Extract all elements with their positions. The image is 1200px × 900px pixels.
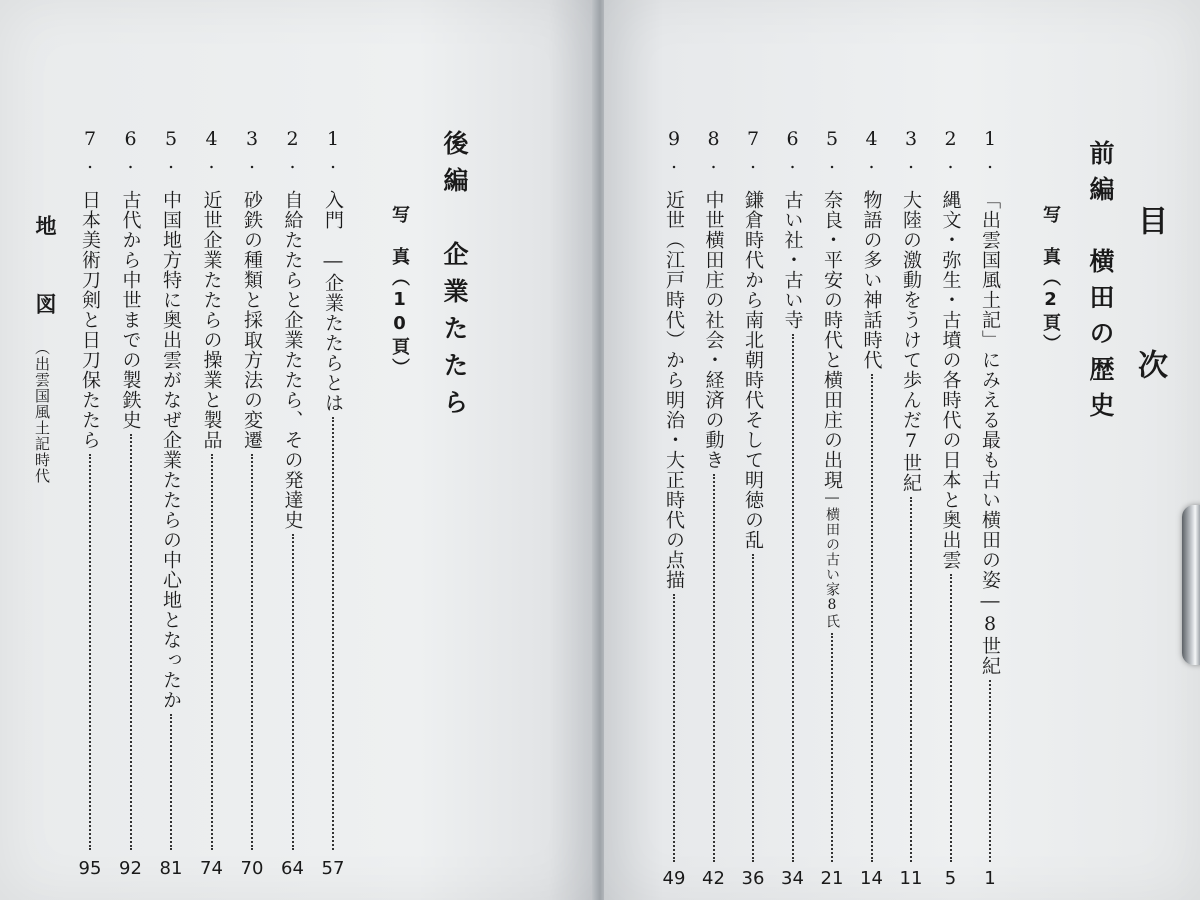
toc-entry-page: 92 — [119, 858, 142, 879]
toc-entry-page: 57 — [321, 858, 345, 879]
toc-entry-number: 4. — [860, 128, 883, 174]
toc-entry-text: 入門 ―企業たたらとは — [322, 190, 344, 413]
toc-entry-page: 5 — [944, 868, 957, 889]
map-note: （出雲国風土記時代 — [33, 340, 51, 484]
toc-entry — [161, 128, 180, 710]
toc-entry-number: 6. — [119, 128, 142, 174]
toc-entry-page: 42 — [702, 868, 725, 889]
toc-entry-page: 70 — [240, 858, 264, 879]
toc-entry-number: 5. — [160, 128, 182, 174]
dot-leader — [752, 554, 754, 862]
toc-entry-text: 中世横田庄の社会・経済の動き — [702, 190, 725, 470]
toc-entry-page: 95 — [78, 858, 102, 879]
toc-entry-text: 物語の多い神話時代 — [860, 190, 883, 370]
toc-entry — [80, 128, 99, 450]
toc-entry — [202, 128, 221, 450]
kouhen-heading: 後編 企業たたら — [440, 130, 469, 426]
toc-entry-text: 近世（江戸時代）から明治・大正時代の点描 — [663, 190, 685, 590]
zenpen-photos: 写 真（2頁） — [1040, 205, 1061, 355]
toc-entry-page: 34 — [781, 868, 804, 889]
toc-entry-text: 大陸の激動をうけて歩んだ7世紀 — [900, 190, 922, 493]
toc-entry — [980, 128, 999, 676]
map-label: 地 図 — [33, 215, 57, 332]
toc-entry-number: 2. — [939, 128, 962, 174]
dot-leader — [910, 497, 912, 862]
dot-leader — [130, 434, 132, 850]
toc-entry-number: 7. — [742, 128, 764, 174]
toc-entry-number: 2. — [281, 128, 304, 174]
toc-entry-note: ―横田の古い家8氏 — [824, 490, 840, 629]
kouhen-photos: 写 真（10頁） — [389, 205, 410, 379]
toc-entry — [323, 128, 342, 413]
toc-entry — [121, 128, 140, 430]
toc-entry-number: 7. — [79, 128, 101, 174]
toc-entry-page: 74 — [200, 858, 223, 879]
dot-leader — [950, 574, 952, 862]
dot-leader — [170, 714, 172, 850]
toc-entry-text: 「出雲国風土記」にみえる最も古い横田の姿―8世紀 — [979, 190, 1001, 676]
toc-entry-text: 近世企業たたらの操業と製品 — [200, 190, 223, 450]
dot-leader — [332, 417, 334, 850]
toc-entry-number: 6. — [781, 128, 804, 174]
dot-leader — [89, 454, 91, 850]
dot-leader — [673, 594, 675, 862]
toc-entry-text: 自給たたらと企業たたら、その発達史 — [281, 190, 304, 530]
toc-entry-page: 49 — [662, 868, 686, 889]
toc-entry-text: 砂鉄の種類と採取方法の変遷 — [241, 190, 263, 450]
dot-leader — [292, 534, 294, 850]
toc-entry — [242, 128, 261, 450]
dot-leader — [713, 474, 715, 862]
toc-entry-number: 1. — [322, 128, 344, 174]
toc-entry-page: 81 — [159, 858, 183, 879]
toc-entry-text: 中国地方特に奥出雲がなぜ企業たたらの中心地となったか — [160, 190, 182, 710]
toc-entry-text: 縄文・弥生・古墳の各時代の日本と奥出雲 — [939, 190, 962, 570]
toc-entry-page: 11 — [899, 868, 923, 889]
toc-entry-page: 64 — [281, 858, 304, 879]
dot-leader — [251, 454, 253, 850]
dot-leader — [989, 680, 991, 862]
toc-entry — [743, 128, 762, 550]
toc-entry — [941, 128, 960, 570]
toc-entry — [783, 128, 802, 330]
toc-entry-number: 5. — [821, 128, 843, 174]
zenpen-heading: 前編 横田の歴史 — [1086, 140, 1115, 428]
toc-entry-text: 日本美術刀剣と日刀保たたら — [79, 190, 101, 450]
toc-entry-text: 古い社・古い寺 — [781, 190, 804, 330]
toc-entry-number: 8. — [702, 128, 725, 174]
toc-entry — [822, 128, 841, 629]
toc-entry-number: 3. — [900, 128, 922, 174]
toc-entry-page: 1 — [984, 868, 996, 889]
toc-entry — [704, 128, 723, 470]
toc-entry-number: 1. — [979, 128, 1001, 174]
toc-entry-number: 9. — [663, 128, 685, 174]
toc-entry-text: 奈良・平安の時代と横田庄の出現 — [821, 190, 843, 490]
toc-entry-number: 4. — [200, 128, 223, 174]
toc-entry — [283, 128, 302, 530]
toc-entry-page: 36 — [741, 868, 765, 889]
dot-leader — [831, 633, 833, 862]
toc-entry-number: 3. — [241, 128, 263, 174]
toc-title: 目 次 — [1132, 205, 1167, 421]
toc-entry-text: 古代から中世までの製鉄史 — [119, 190, 142, 430]
toc-entry — [862, 128, 881, 370]
toc-entry — [901, 128, 920, 493]
toc-entry — [664, 128, 683, 590]
dot-leader — [871, 374, 873, 862]
dot-leader — [211, 454, 213, 850]
dot-leader — [792, 334, 794, 862]
binding-clip — [1182, 505, 1200, 665]
toc-entry-text: 鎌倉時代から南北朝時代そして明徳の乱 — [742, 190, 764, 550]
toc-entry-page: 21 — [820, 868, 844, 889]
toc-entry-page: 14 — [860, 868, 883, 889]
